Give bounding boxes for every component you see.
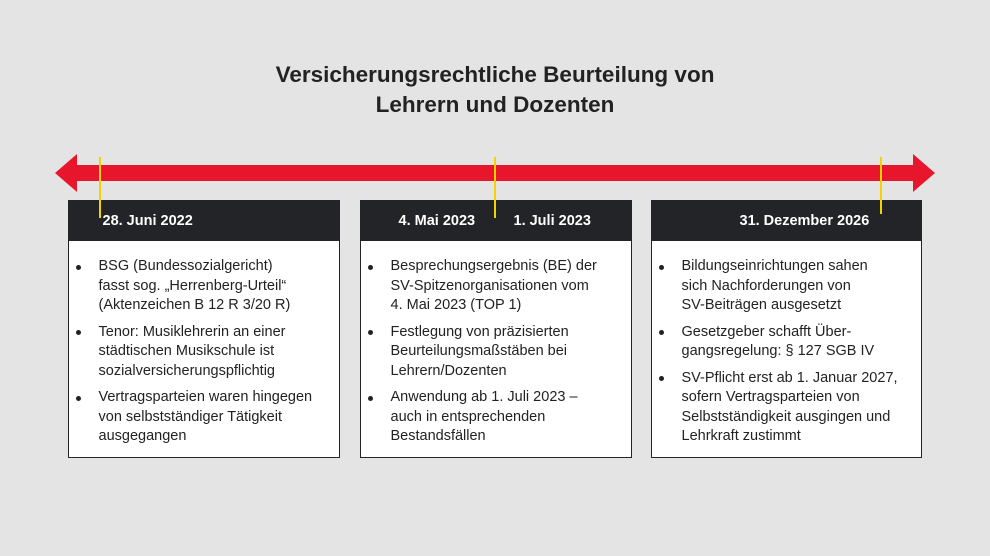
bullet-text-line: ausgegangen	[98, 428, 187, 444]
bullet-dot	[659, 265, 664, 270]
bullet-list	[69, 241, 339, 447]
bullet-dot	[76, 330, 81, 335]
date-label: 31. Dezember 2026	[739, 213, 870, 229]
bullet-item	[99, 323, 332, 382]
bullet-text-line: städtischen Musikschule ist	[98, 343, 275, 359]
bullet-item	[99, 257, 332, 316]
bullet-item	[391, 323, 624, 382]
bullet-text-line: Anwendung ab 1. Juli 2023 –	[390, 389, 578, 405]
date-label: 1. Juli 2023	[513, 213, 591, 229]
bullet-list	[652, 241, 921, 447]
bullet-text-line: SV-Beiträgen ausgesetzt	[681, 297, 842, 313]
bullet-text-line: gangsregelung: § 127 SGB IV	[681, 343, 875, 359]
bullet-dot	[76, 396, 81, 401]
bullet-text-line: SV-Pflicht erst ab 1. Januar 2027,	[681, 369, 898, 386]
box-header	[652, 201, 921, 241]
bullet-item	[391, 388, 624, 447]
page-title-line-2: Lehrern und Dozenten	[375, 92, 615, 117]
date-label: 4. Mai 2023	[398, 213, 476, 229]
bullet-text-line: Bildungseinrichtungen sahen	[681, 258, 868, 274]
date-label: 28. Juni 2022	[102, 213, 193, 229]
bullet-dot	[659, 330, 664, 335]
bullet-text-line: Lehrern/Dozenten	[390, 362, 507, 379]
bullet-dot	[368, 330, 373, 335]
timeline-arrow	[55, 154, 935, 192]
bullet-text-line: von selbstständiger Tätigkeit	[98, 408, 283, 425]
bullet-text-line: sich Nachforderungen von	[681, 277, 851, 294]
bullet-item	[391, 257, 624, 316]
bullet-item	[682, 369, 914, 447]
bullet-dot	[659, 376, 664, 381]
bullet-text-line: BSG (Bundessozialgericht)	[98, 258, 273, 274]
box-header	[361, 201, 631, 241]
bullet-text-line: Selbstständigkeit ausgingen und	[681, 408, 891, 425]
bullet-text-line: Gesetzgeber schafft Über-	[681, 323, 852, 340]
bullet-item	[99, 388, 332, 447]
bullet-item	[682, 257, 914, 316]
bullet-text-line: Festlegung von präzisierten	[390, 323, 569, 340]
bullet-text-line: Lehrkraft zustimmt	[681, 428, 801, 444]
page-title	[0, 60, 990, 120]
bullet-text-line: auch in entsprechenden	[390, 408, 546, 425]
bullet-text-line: SV-Spitzenorganisationen vom	[390, 277, 589, 294]
bullet-text-line: 4. Mai 2023 (TOP 1)	[390, 297, 522, 313]
timeline-box-2022	[68, 200, 340, 458]
bullet-text-line: Besprechungsergebnis (BE) der	[390, 258, 597, 274]
bullet-text-line: sofern Vertragsparteien von	[681, 389, 860, 405]
bullet-text-line: sozialversicherungspflichtig	[98, 362, 275, 379]
bullet-text-line: fasst sog. „Herrenberg-Urteil“	[98, 277, 287, 294]
bullet-dot	[76, 265, 81, 270]
bullet-text-line: Beurteilungsmaßstäben bei	[390, 343, 568, 359]
bullet-dot	[368, 396, 373, 401]
bullet-text-line: Bestandsfällen	[390, 428, 486, 444]
timeline-box-2023	[360, 200, 632, 458]
bullet-text-line: Vertragsparteien waren hingegen	[98, 389, 313, 405]
bullet-text-line: Tenor: Musiklehrerin an einer	[98, 323, 286, 340]
box-header	[69, 201, 339, 241]
bullet-item	[682, 323, 914, 362]
bullet-text-line: (Aktenzeichen B 12 R 3/20 R)	[98, 297, 291, 313]
bullet-dot	[368, 265, 373, 270]
timeline-box-2026	[651, 200, 922, 458]
page-title-line-1: Versicherungsrechtliche Beurteilung von	[275, 62, 715, 87]
bullet-list	[361, 241, 631, 447]
